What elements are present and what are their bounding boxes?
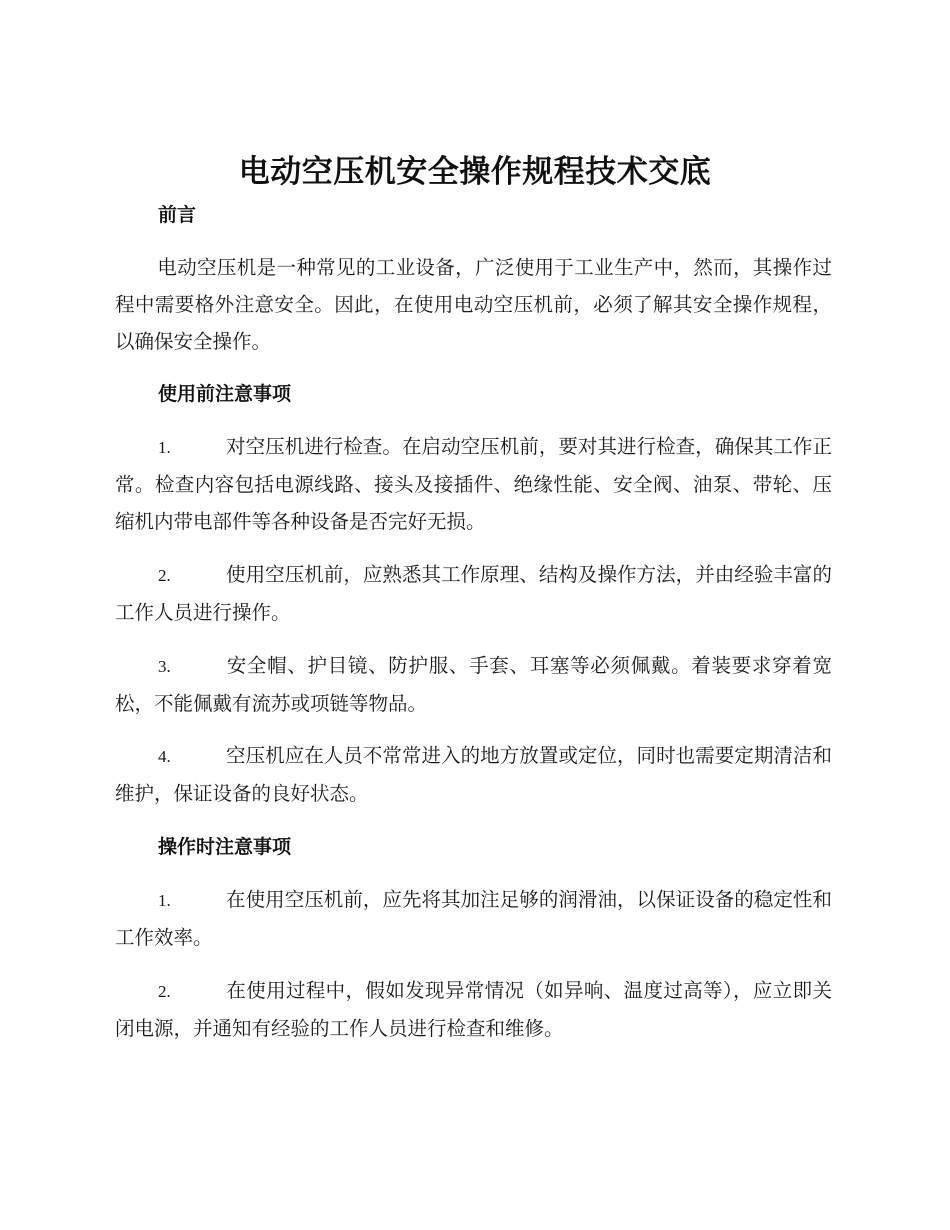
list-item — [115, 428, 832, 540]
list-item — [115, 737, 832, 812]
document-title: 电动空压机安全操作规程技术交底 — [238, 154, 712, 190]
item-number: 1. — [158, 891, 171, 910]
list-item — [115, 647, 832, 722]
item-number: 1. — [158, 438, 171, 457]
item-text: 对空压机进行检查。在启动空压机前，要对其进行检查，确保其工作正常。检查内容包括电源线路、接头及接插件、绝缘性能、安全阀、油泵、带轮、压缩机内带电部件等各种设备是否完好无损。 — [115, 435, 832, 533]
section-heading-during-operation: 操作时注意事项 — [158, 836, 292, 858]
list-item — [115, 556, 832, 631]
list-item — [115, 881, 832, 956]
item-text: 空压机应在人员不常常进入的地方放置或定位，同时也需要定期清洁和维护，保证设备的良好状态。 — [115, 744, 832, 805]
list-item — [115, 972, 832, 1047]
item-text: 在使用过程中，假如发现异常情况（如异响、温度过高等），应立即关闭电源，并通知有经验的工作人员进行检查和维修。 — [115, 979, 832, 1040]
section-heading-before-use: 使用前注意事项 — [158, 383, 292, 405]
item-text: 使用空压机前，应熟悉其工作原理、结构及操作方法，并由经验丰富的工作人员进行操作。 — [115, 563, 832, 624]
item-text: 安全帽、护目镜、防护服、手套、耳塞等必须佩戴。着装要求穿着宽松，不能佩戴有流苏或项链等物品。 — [115, 654, 832, 715]
item-number: 2. — [158, 982, 171, 1001]
item-number: 4. — [158, 747, 171, 766]
item-number: 2. — [158, 566, 171, 585]
preface-text: 电动空压机是一种常见的工业设备，广泛使用于工业生产中，然而，其操作过程中需要格外注意安全。因此，在使用电动空压机前，必须了解其安全操作规程，以确保安全操作。 — [115, 256, 832, 353]
item-text: 在使用空压机前，应先将其加注足够的润滑油，以保证设备的稳定性和工作效率。 — [115, 888, 832, 949]
section-heading-preface: 前言 — [158, 204, 197, 226]
item-number: 3. — [158, 657, 171, 676]
preface-paragraph — [115, 249, 832, 360]
